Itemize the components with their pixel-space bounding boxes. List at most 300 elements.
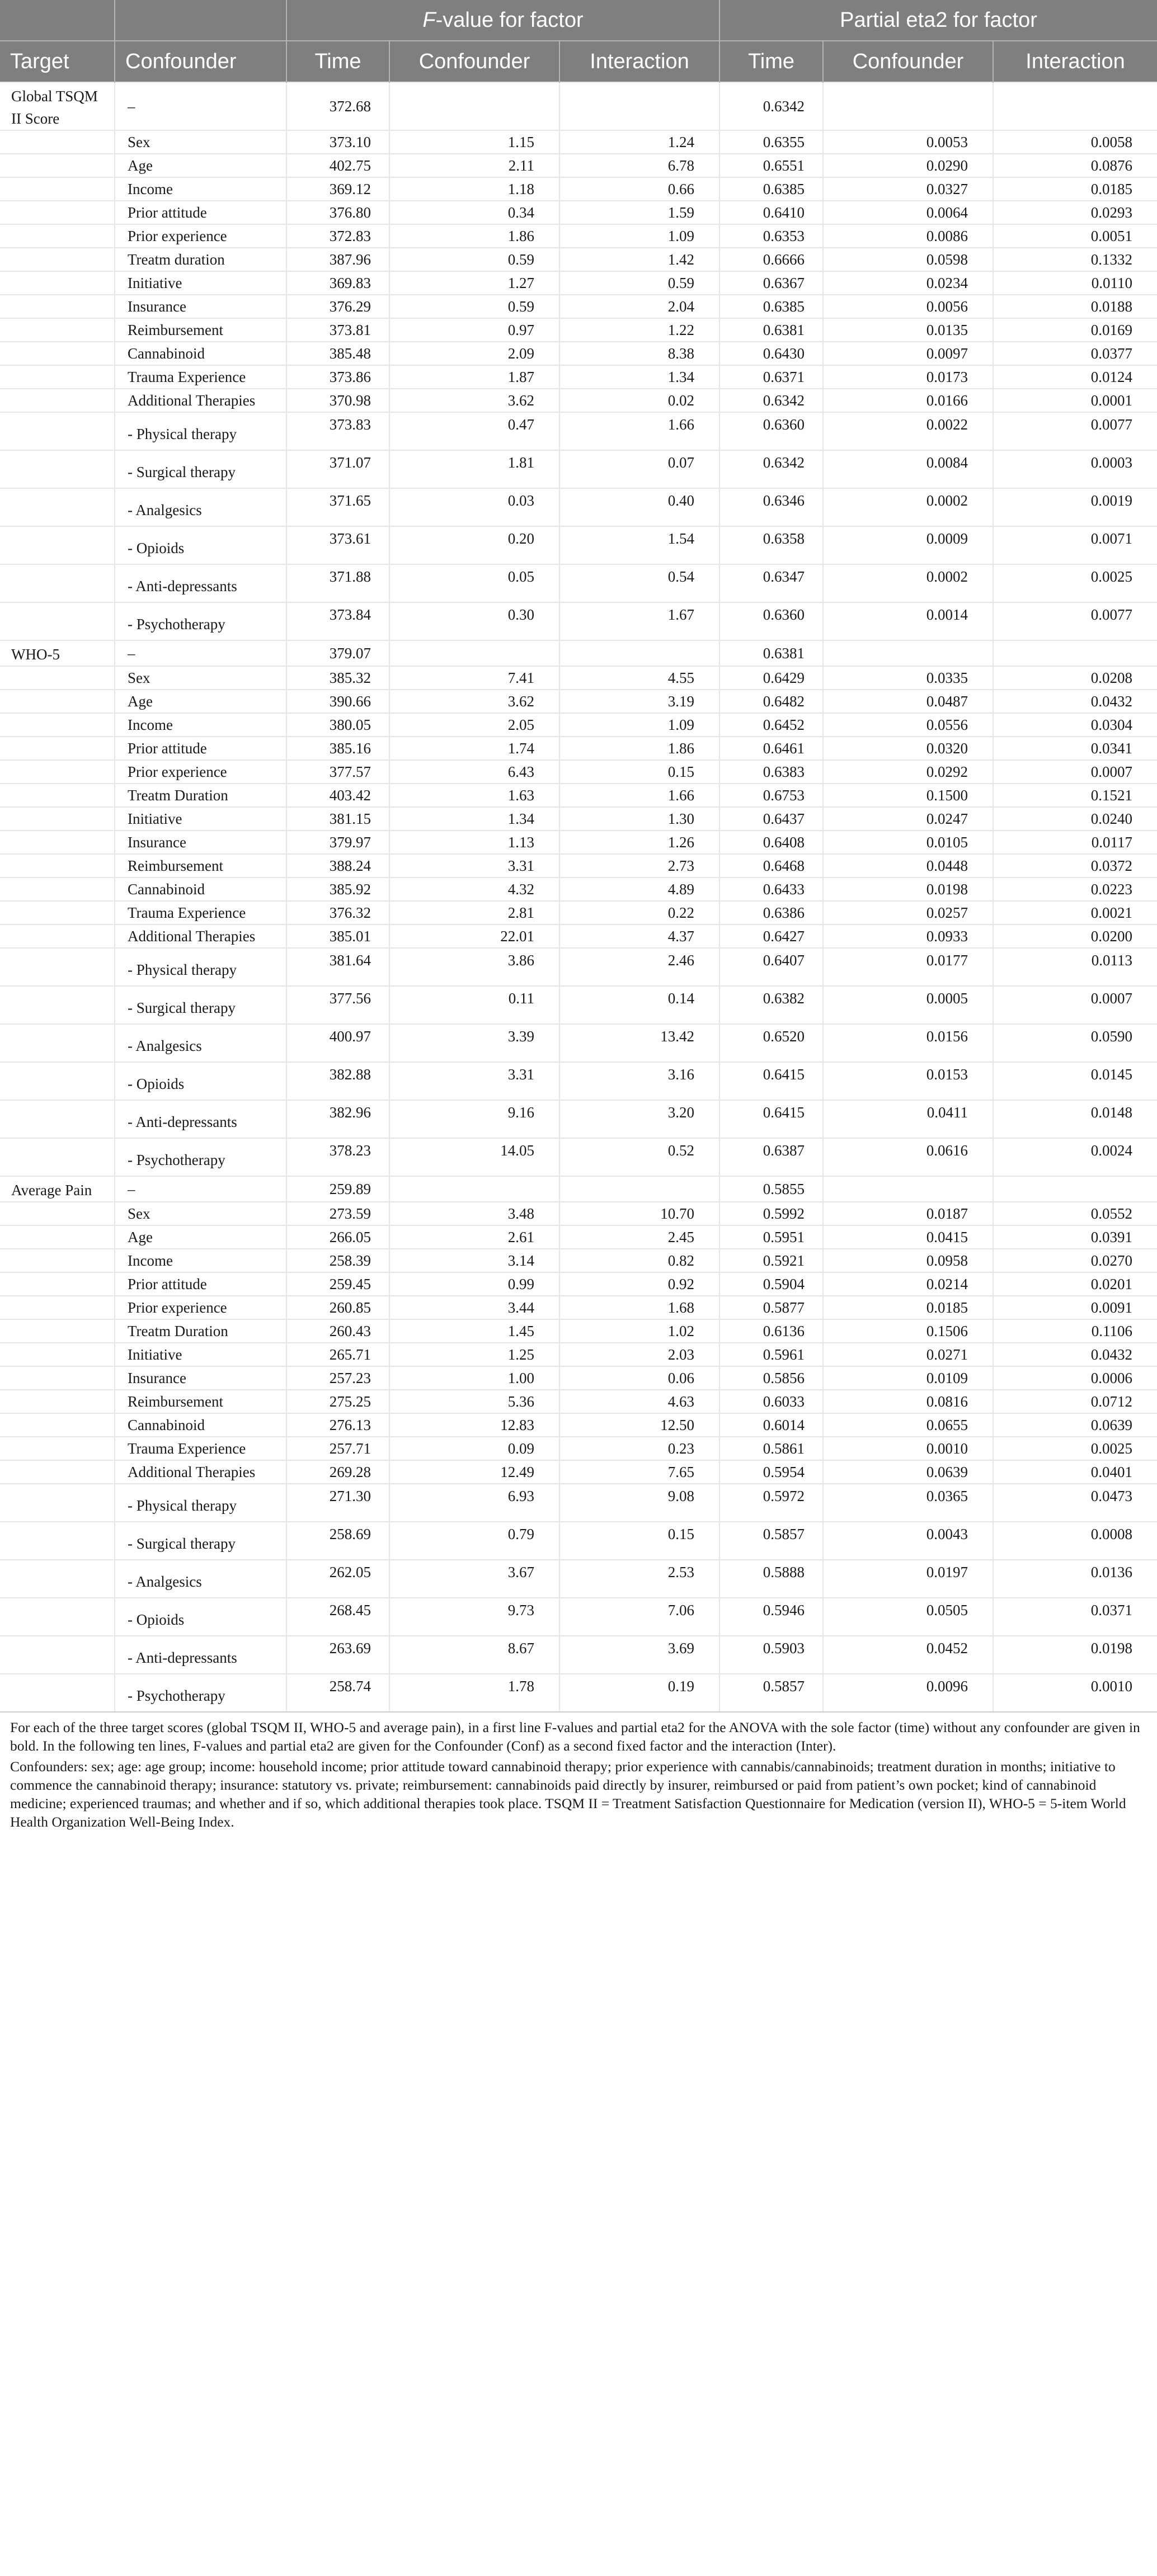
target-cell-empty	[0, 295, 115, 318]
eta-time-cell: 0.5861	[719, 1437, 823, 1460]
confounder-cell: Age	[115, 690, 286, 713]
eta-interaction-cell: 0.0007	[993, 986, 1157, 1024]
eta-time-cell: 0.6385	[719, 177, 823, 201]
f-confounder-cell: 9.16	[389, 1100, 559, 1138]
eta-interaction-cell: 0.1332	[993, 248, 1157, 271]
table-row	[0, 784, 1157, 807]
eta-time-cell: 0.5855	[719, 1176, 823, 1202]
confounder-cell: - Anti-depressants	[115, 564, 286, 602]
target-cell-empty	[0, 1249, 115, 1272]
f-interaction-cell: 1.26	[559, 831, 719, 854]
f-interaction-cell: 4.55	[559, 666, 719, 690]
eta-interaction-cell: 0.0091	[993, 1296, 1157, 1319]
f-confounder-cell: 12.49	[389, 1460, 559, 1484]
eta-confounder-cell: 0.0135	[823, 318, 993, 342]
eta-confounder-cell: 0.0411	[823, 1100, 993, 1138]
table-body	[0, 82, 1157, 1712]
eta-time-cell: 0.6342	[719, 82, 823, 130]
f-time-cell: 390.66	[286, 690, 389, 713]
eta-interaction-cell: 0.0077	[993, 602, 1157, 640]
f-time-cell: 258.39	[286, 1249, 389, 1272]
confounder-cell: Prior attitude	[115, 201, 286, 224]
confounder-cell: Income	[115, 177, 286, 201]
table-row	[0, 564, 1157, 602]
f-time-cell: 381.15	[286, 807, 389, 831]
target-cell-empty	[0, 1062, 115, 1100]
eta-confounder-cell: 0.0234	[823, 271, 993, 295]
eta-confounder-cell: 0.0816	[823, 1390, 993, 1413]
confounder-cell: - Surgical therapy	[115, 986, 286, 1024]
f-confounder-cell: 1.45	[389, 1319, 559, 1343]
f-confounder-cell: 0.59	[389, 295, 559, 318]
eta-interaction-cell: 0.0077	[993, 412, 1157, 450]
target-cell-empty	[0, 901, 115, 924]
eta-interaction-cell: 0.0003	[993, 450, 1157, 488]
f-time-cell: 373.81	[286, 318, 389, 342]
f-confounder-cell: 1.27	[389, 271, 559, 295]
eta-confounder-cell: 0.0198	[823, 877, 993, 901]
eta-confounder-cell: 0.0448	[823, 854, 993, 877]
f-interaction-cell: 0.19	[559, 1674, 719, 1712]
f-time-cell: 372.83	[286, 224, 389, 248]
eta-confounder-cell: 0.0290	[823, 154, 993, 177]
eta-interaction-cell: 0.0432	[993, 1343, 1157, 1366]
target-cell-empty	[0, 854, 115, 877]
f-confounder-cell: 3.31	[389, 1062, 559, 1100]
eta-confounder-cell: 0.0365	[823, 1484, 993, 1522]
header-col-f-interaction: Interaction	[559, 41, 719, 82]
target-cell-empty	[0, 224, 115, 248]
table-row	[0, 1598, 1157, 1636]
target-cell: Average Pain	[0, 1176, 115, 1202]
table-row	[0, 130, 1157, 154]
f-time-cell: 263.69	[286, 1636, 389, 1674]
table-row	[0, 1560, 1157, 1598]
eta-interaction-cell: 0.0025	[993, 1437, 1157, 1460]
f-interaction-cell: 0.07	[559, 450, 719, 488]
eta-time-cell: 0.6666	[719, 248, 823, 271]
eta-confounder-cell: 0.0327	[823, 177, 993, 201]
confounder-cell: - Opioids	[115, 526, 286, 564]
f-time-cell: 276.13	[286, 1413, 389, 1437]
target-cell-empty	[0, 948, 115, 986]
eta-time-cell: 0.6347	[719, 564, 823, 602]
target-cell-empty	[0, 201, 115, 224]
target-cell-empty	[0, 737, 115, 760]
confounder-cell: Prior experience	[115, 1296, 286, 1319]
f-interaction-cell: 1.30	[559, 807, 719, 831]
f-time-cell: 370.98	[286, 389, 389, 412]
target-cell-empty	[0, 1437, 115, 1460]
eta-interaction-cell: 0.0876	[993, 154, 1157, 177]
confounder-cell: - Psychotherapy	[115, 1674, 286, 1712]
f-time-cell: 402.75	[286, 154, 389, 177]
table-row	[0, 1296, 1157, 1319]
eta-time-cell: 0.6033	[719, 1390, 823, 1413]
eta-time-cell: 0.6408	[719, 831, 823, 854]
table-row	[0, 224, 1157, 248]
eta-interaction-cell: 0.0590	[993, 1024, 1157, 1062]
f-time-cell: 376.80	[286, 201, 389, 224]
f-time-cell: 382.88	[286, 1062, 389, 1100]
confounder-cell: Reimbursement	[115, 318, 286, 342]
f-confounder-cell: 3.86	[389, 948, 559, 986]
table-row	[0, 526, 1157, 564]
target-cell-empty	[0, 1413, 115, 1437]
eta-interaction-cell: 0.0145	[993, 1062, 1157, 1100]
eta-time-cell: 0.6355	[719, 130, 823, 154]
f-confounder-cell: 0.05	[389, 564, 559, 602]
target-cell-empty	[0, 1100, 115, 1138]
f-time-cell: 376.29	[286, 295, 389, 318]
f-interaction-cell: 0.15	[559, 1522, 719, 1560]
f-confounder-cell	[389, 1176, 559, 1202]
f-confounder-cell: 0.99	[389, 1272, 559, 1296]
confounder-cell: - Physical therapy	[115, 412, 286, 450]
eta-confounder-cell: 0.0002	[823, 564, 993, 602]
eta-interaction-cell: 0.0001	[993, 389, 1157, 412]
eta-time-cell: 0.6452	[719, 713, 823, 737]
f-confounder-cell: 5.36	[389, 1390, 559, 1413]
eta-interaction-cell: 0.0401	[993, 1460, 1157, 1484]
table-row	[0, 342, 1157, 365]
target-cell-empty	[0, 1024, 115, 1062]
f-time-cell: 387.96	[286, 248, 389, 271]
target-cell-empty	[0, 271, 115, 295]
table-row	[0, 450, 1157, 488]
confounder-cell: Reimbursement	[115, 854, 286, 877]
target-cell: Global TSQM II Score	[0, 82, 115, 130]
target-cell-empty	[0, 986, 115, 1024]
f-interaction-cell: 2.53	[559, 1560, 719, 1598]
f-interaction-cell: 2.46	[559, 948, 719, 986]
table-row	[0, 82, 1157, 130]
eta-interaction-cell: 0.0113	[993, 948, 1157, 986]
f-confounder-cell: 3.67	[389, 1560, 559, 1598]
confounder-cell: - Opioids	[115, 1062, 286, 1100]
f-confounder-cell: 3.48	[389, 1202, 559, 1225]
eta-interaction-cell: 0.0136	[993, 1560, 1157, 1598]
confounder-cell: Trauma Experience	[115, 901, 286, 924]
confounder-cell: Treatm Duration	[115, 784, 286, 807]
eta-time-cell: 0.6429	[719, 666, 823, 690]
table-row	[0, 201, 1157, 224]
f-interaction-cell: 1.54	[559, 526, 719, 564]
f-confounder-cell: 0.30	[389, 602, 559, 640]
confounder-cell: Insurance	[115, 295, 286, 318]
eta-time-cell: 0.6360	[719, 412, 823, 450]
table-row	[0, 760, 1157, 784]
header-col-target: Target	[0, 41, 115, 82]
confounder-cell: Age	[115, 1225, 286, 1249]
confounder-cell: - Analgesics	[115, 1024, 286, 1062]
f-confounder-cell: 1.81	[389, 450, 559, 488]
confounder-cell: Cannabinoid	[115, 1413, 286, 1437]
eta-confounder-cell: 0.0084	[823, 450, 993, 488]
target-cell-empty	[0, 389, 115, 412]
confounder-cell: - Surgical therapy	[115, 450, 286, 488]
eta-confounder-cell	[823, 1176, 993, 1202]
eta-interaction-cell: 0.0051	[993, 224, 1157, 248]
table-row	[0, 901, 1157, 924]
target-cell-empty	[0, 1366, 115, 1390]
confounder-cell: - Analgesics	[115, 1560, 286, 1598]
eta-time-cell: 0.6342	[719, 450, 823, 488]
f-time-cell: 373.83	[286, 412, 389, 450]
f-time-cell: 257.23	[286, 1366, 389, 1390]
f-time-cell: 265.71	[286, 1343, 389, 1366]
confounder-cell: - Analgesics	[115, 488, 286, 526]
eta-interaction-cell: 0.0712	[993, 1390, 1157, 1413]
eta-confounder-cell: 0.0933	[823, 924, 993, 948]
target-cell-empty	[0, 1138, 115, 1176]
confounder-cell: Treatm Duration	[115, 1319, 286, 1343]
target-cell-empty	[0, 1460, 115, 1484]
header-f-rest: -value for factor	[435, 8, 584, 32]
eta-time-cell: 0.6430	[719, 342, 823, 365]
eta-time-cell: 0.6410	[719, 201, 823, 224]
header-group-row	[0, 0, 1157, 41]
confounder-cell: - Anti-depressants	[115, 1100, 286, 1138]
header-blank-confounder	[115, 0, 286, 41]
eta-confounder-cell: 0.0153	[823, 1062, 993, 1100]
eta-time-cell: 0.6381	[719, 318, 823, 342]
target-cell-empty	[0, 784, 115, 807]
eta-interaction-cell: 0.0058	[993, 130, 1157, 154]
eta-interaction-cell: 0.0240	[993, 807, 1157, 831]
table-row	[0, 1390, 1157, 1413]
target-cell-empty	[0, 1598, 115, 1636]
target-cell-empty	[0, 342, 115, 365]
table-row	[0, 365, 1157, 389]
confounder-cell: Sex	[115, 666, 286, 690]
f-interaction-cell: 6.78	[559, 154, 719, 177]
eta-time-cell: 0.5857	[719, 1674, 823, 1712]
eta-confounder-cell: 0.0105	[823, 831, 993, 854]
f-interaction-cell: 1.09	[559, 224, 719, 248]
eta-time-cell: 0.6387	[719, 1138, 823, 1176]
confounder-cell: Reimbursement	[115, 1390, 286, 1413]
f-interaction-cell: 0.06	[559, 1366, 719, 1390]
table-row	[0, 318, 1157, 342]
eta-time-cell: 0.6415	[719, 1062, 823, 1100]
eta-time-cell: 0.6358	[719, 526, 823, 564]
eta-time-cell: 0.6520	[719, 1024, 823, 1062]
f-interaction-cell: 0.92	[559, 1272, 719, 1296]
eta-confounder-cell: 0.0177	[823, 948, 993, 986]
f-interaction-cell: 1.02	[559, 1319, 719, 1343]
target-cell-empty	[0, 602, 115, 640]
f-confounder-cell: 1.15	[389, 130, 559, 154]
table-row	[0, 1249, 1157, 1272]
table-row	[0, 1484, 1157, 1522]
f-interaction-cell: 2.45	[559, 1225, 719, 1249]
confounder-cell: Initiative	[115, 271, 286, 295]
f-confounder-cell: 2.81	[389, 901, 559, 924]
eta-interaction-cell: 0.0124	[993, 365, 1157, 389]
confounder-cell: Initiative	[115, 1343, 286, 1366]
eta-interaction-cell: 0.0019	[993, 488, 1157, 526]
eta-confounder-cell: 0.0292	[823, 760, 993, 784]
eta-time-cell: 0.5961	[719, 1343, 823, 1366]
eta-confounder-cell: 0.0958	[823, 1249, 993, 1272]
eta-interaction-cell: 0.0008	[993, 1522, 1157, 1560]
f-interaction-cell: 1.34	[559, 365, 719, 389]
f-confounder-cell: 7.41	[389, 666, 559, 690]
table-row	[0, 295, 1157, 318]
f-interaction-cell: 0.14	[559, 986, 719, 1024]
target-cell-empty	[0, 154, 115, 177]
header-blank-target	[0, 0, 115, 41]
f-confounder-cell: 9.73	[389, 1598, 559, 1636]
eta-time-cell: 0.5857	[719, 1522, 823, 1560]
f-confounder-cell: 22.01	[389, 924, 559, 948]
f-confounder-cell: 3.31	[389, 854, 559, 877]
confounder-cell: Income	[115, 1249, 286, 1272]
eta-interaction-cell: 0.0024	[993, 1138, 1157, 1176]
eta-interaction-cell: 0.0432	[993, 690, 1157, 713]
confounder-cell: - Anti-depressants	[115, 1636, 286, 1674]
f-time-cell: 377.57	[286, 760, 389, 784]
eta-interaction-cell: 0.1521	[993, 784, 1157, 807]
target-cell-empty	[0, 412, 115, 450]
eta-interaction-cell: 0.0200	[993, 924, 1157, 948]
f-time-cell: 403.42	[286, 784, 389, 807]
f-time-cell: 376.32	[286, 901, 389, 924]
confounder-cell: Additional Therapies	[115, 1460, 286, 1484]
f-time-cell: 385.48	[286, 342, 389, 365]
confounder-cell: Cannabinoid	[115, 342, 286, 365]
f-interaction-cell: 4.89	[559, 877, 719, 901]
f-confounder-cell: 14.05	[389, 1138, 559, 1176]
f-interaction-cell: 0.54	[559, 564, 719, 602]
eta-interaction-cell: 0.0391	[993, 1225, 1157, 1249]
eta-interaction-cell: 0.0021	[993, 901, 1157, 924]
eta-interaction-cell: 0.0552	[993, 1202, 1157, 1225]
eta-time-cell: 0.6551	[719, 154, 823, 177]
table-row	[0, 1062, 1157, 1100]
eta-confounder-cell: 0.0415	[823, 1225, 993, 1249]
eta-time-cell: 0.6468	[719, 854, 823, 877]
f-interaction-cell: 7.06	[559, 1598, 719, 1636]
f-interaction-cell: 1.66	[559, 412, 719, 450]
confounder-cell: - Psychotherapy	[115, 602, 286, 640]
f-interaction-cell: 3.19	[559, 690, 719, 713]
f-interaction-cell: 9.08	[559, 1484, 719, 1522]
eta-time-cell: 0.5877	[719, 1296, 823, 1319]
footnote-confounders: Confounders: sex; age: age group; income: household income; prior attitude toward cannabinoid therapy; prior experience with cannabis/cannabinoids; treatment duration in months; initiative to commence the cannabinoid therapy; insurance: statutory vs. private; reimbursement: cannabinoids paid directly by insurer, reimbursed or paid from patient’s own pocket; kind of cannabinoid medicine; experienced traumas; and whether and if so, which additional therapies took place. TSQM II = Treatment Satisfaction Questionnaire for Medication (version II), WHO-5 = 5-item World Health Organization Well-Being Index.	[10, 1758, 1126, 1830]
f-interaction-cell: 4.63	[559, 1390, 719, 1413]
table-row	[0, 1100, 1157, 1138]
eta-time-cell: 0.6433	[719, 877, 823, 901]
f-confounder-cell: 2.05	[389, 713, 559, 737]
target-cell-empty	[0, 1296, 115, 1319]
confounder-cell: Insurance	[115, 1366, 286, 1390]
eta-time-cell: 0.6367	[719, 271, 823, 295]
eta-interaction-cell: 0.0006	[993, 1366, 1157, 1390]
header-eta-group: Partial eta2 for factor	[719, 0, 1157, 41]
eta-time-cell: 0.6382	[719, 986, 823, 1024]
f-interaction-cell	[559, 82, 719, 130]
eta-time-cell: 0.6346	[719, 488, 823, 526]
f-confounder-cell	[389, 82, 559, 130]
eta-time-cell: 0.5903	[719, 1636, 823, 1674]
f-interaction-cell	[559, 640, 719, 666]
table-row	[0, 488, 1157, 526]
eta-time-cell: 0.5904	[719, 1272, 823, 1296]
f-interaction-cell: 0.82	[559, 1249, 719, 1272]
f-interaction-cell: 3.16	[559, 1062, 719, 1100]
target-cell-empty	[0, 760, 115, 784]
confounder-cell: Insurance	[115, 831, 286, 854]
f-time-cell: 385.01	[286, 924, 389, 948]
eta-interaction-cell	[993, 640, 1157, 666]
eta-interaction-cell: 0.0169	[993, 318, 1157, 342]
f-time-cell: 269.28	[286, 1460, 389, 1484]
f-interaction-cell: 1.22	[559, 318, 719, 342]
f-time-cell: 371.65	[286, 488, 389, 526]
eta-time-cell: 0.5888	[719, 1560, 823, 1598]
target-cell-empty	[0, 177, 115, 201]
f-time-cell: 262.05	[286, 1560, 389, 1598]
table-row	[0, 1636, 1157, 1674]
confounder-cell: - Physical therapy	[115, 948, 286, 986]
f-time-cell: 260.85	[286, 1296, 389, 1319]
confounder-cell: Trauma Experience	[115, 1437, 286, 1460]
f-confounder-cell: 12.83	[389, 1413, 559, 1437]
f-confounder-cell: 1.13	[389, 831, 559, 854]
eta-interaction-cell: 0.0639	[993, 1413, 1157, 1437]
target-cell-empty	[0, 526, 115, 564]
f-time-cell: 268.45	[286, 1598, 389, 1636]
eta-confounder-cell: 0.0173	[823, 365, 993, 389]
table-row	[0, 1202, 1157, 1225]
eta-confounder-cell: 0.0096	[823, 1674, 993, 1712]
f-interaction-cell: 0.23	[559, 1437, 719, 1460]
header-col-f-time: Time	[286, 41, 389, 82]
f-confounder-cell: 6.93	[389, 1484, 559, 1522]
target-cell-empty	[0, 1636, 115, 1674]
eta-confounder-cell: 0.0187	[823, 1202, 993, 1225]
eta-confounder-cell: 0.0655	[823, 1413, 993, 1437]
f-confounder-cell: 0.59	[389, 248, 559, 271]
target-cell-empty	[0, 1225, 115, 1249]
f-time-cell: 372.68	[286, 82, 389, 130]
confounder-cell: - Physical therapy	[115, 1484, 286, 1522]
f-confounder-cell: 0.34	[389, 201, 559, 224]
table-row	[0, 1272, 1157, 1296]
f-confounder-cell: 4.32	[389, 877, 559, 901]
target-cell-empty	[0, 1319, 115, 1343]
f-interaction-cell: 1.67	[559, 602, 719, 640]
target-cell-empty	[0, 365, 115, 389]
table-row	[0, 1343, 1157, 1366]
table-row	[0, 271, 1157, 295]
eta-confounder-cell: 0.0598	[823, 248, 993, 271]
f-interaction-cell: 0.22	[559, 901, 719, 924]
f-time-cell: 259.45	[286, 1272, 389, 1296]
confounder-cell: –	[115, 82, 286, 130]
f-time-cell: 373.10	[286, 130, 389, 154]
eta-interaction-cell: 0.0117	[993, 831, 1157, 854]
eta-time-cell: 0.6381	[719, 640, 823, 666]
eta-time-cell: 0.5856	[719, 1366, 823, 1390]
eta-time-cell: 0.6353	[719, 224, 823, 248]
f-confounder-cell: 1.86	[389, 224, 559, 248]
target-cell-empty	[0, 666, 115, 690]
confounder-cell: Treatm duration	[115, 248, 286, 271]
table-row	[0, 1437, 1157, 1460]
